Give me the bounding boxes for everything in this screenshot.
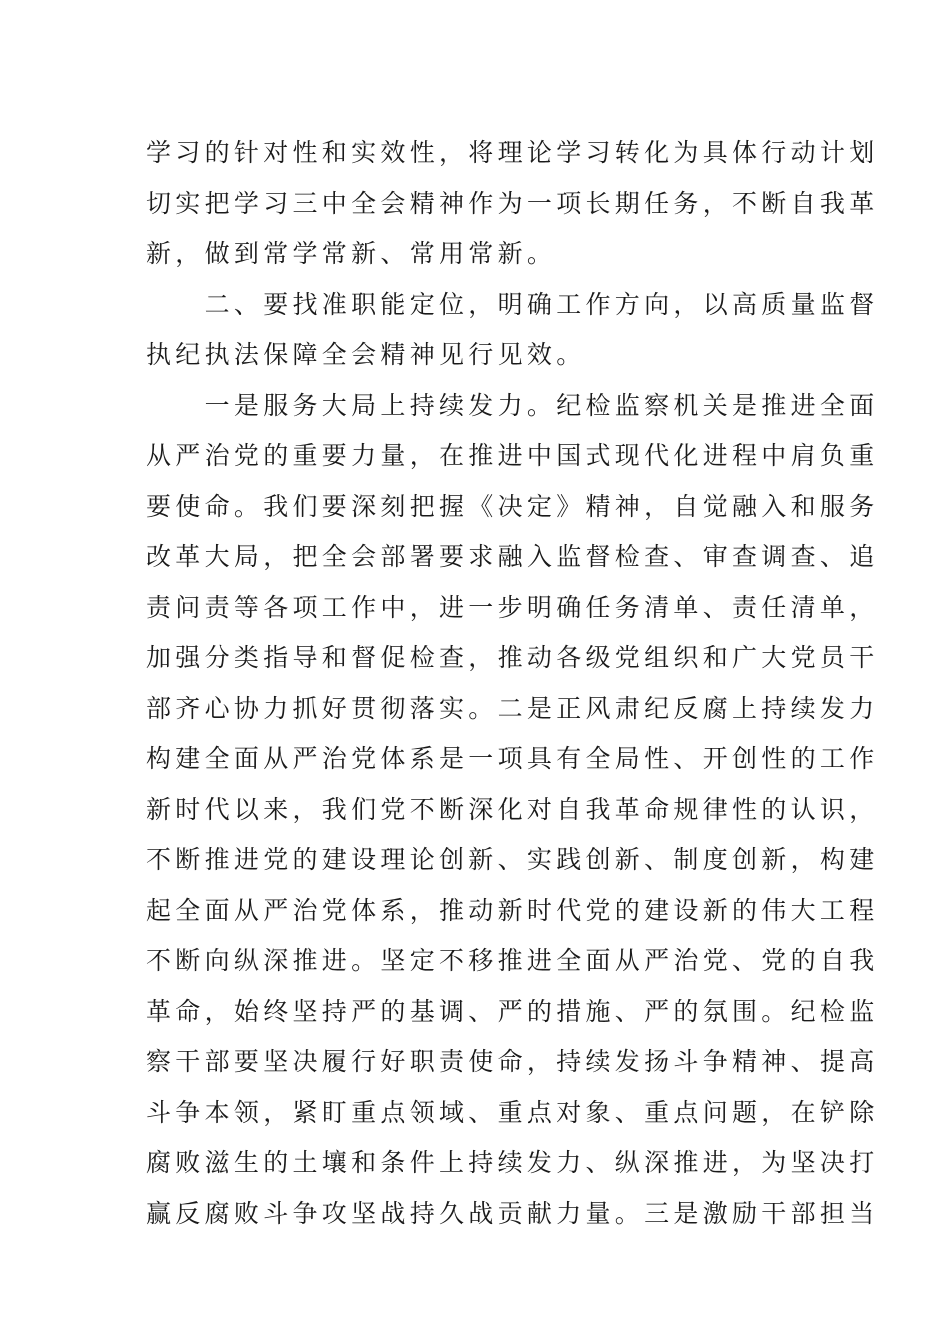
text-line: 察干部要坚决履行好职责使命，持续发扬斗争精神、提高	[146, 1047, 879, 1076]
text-line: 二、要找准职能定位，明确工作方向，以高质量监督	[146, 289, 879, 319]
text-line: 赢反腐败斗争攻坚战持久战贡献力量。三是激励干部担当	[146, 1198, 879, 1228]
text-line: 加强分类指导和督促检查，推动各级党组织和广大党员干	[146, 643, 879, 672]
text-line: 切实把学习三中全会精神作为一项长期任务，不断自我革	[146, 188, 879, 218]
text-line: 从严治党的重要力量，在推进中国式现代化进程中肩负重	[146, 441, 879, 470]
text-line: 责问责等各项工作中，进一步明确任务清单、责任清单，	[146, 592, 879, 622]
text-line: 改革大局，把全会部署要求融入监督检查、审查调查、追	[146, 542, 879, 571]
text-line: 构建全面从严治党体系是一项具有全局性、开创性的工作	[146, 744, 879, 773]
text-line: 不断推进党的建设理论创新、实践创新、制度创新，构建	[146, 845, 879, 874]
text-line: 起全面从严治党体系，推动新时代党的建设新的伟大工程	[146, 895, 879, 925]
body-text	[146, 128, 879, 1239]
text-line: 腐败滋生的土壤和条件上持续发力、纵深推进，为坚决打	[146, 1148, 879, 1177]
text-line: 不断向纵深推进。坚定不移推进全面从严治党、党的自我	[146, 946, 879, 975]
text-line: 部齐心协力抓好贯彻落实。二是正风肃纪反腐上持续发力	[146, 693, 879, 723]
text-line: 执纪执法保障全会精神见行见效。	[146, 340, 586, 369]
text-line: 新时代以来，我们党不断深化对自我革命规律性的认识，	[146, 794, 879, 824]
text-line: 要使命。我们要深刻把握《决定》精神，自觉融入和服务	[146, 491, 879, 521]
text-line: 学习的针对性和实效性，将理论学习转化为具体行动计划	[146, 138, 879, 167]
text-line: 一是服务大局上持续发力。纪检监察机关是推进全面	[146, 390, 879, 420]
text-line: 新，做到常学常新、常用常新。	[146, 239, 557, 268]
text-line: 革命，始终坚持严的基调、严的措施、严的氛围。纪检监	[146, 996, 879, 1026]
text-line: 斗争本领，紧盯重点领域、重点对象、重点问题，在铲除	[146, 1097, 879, 1127]
